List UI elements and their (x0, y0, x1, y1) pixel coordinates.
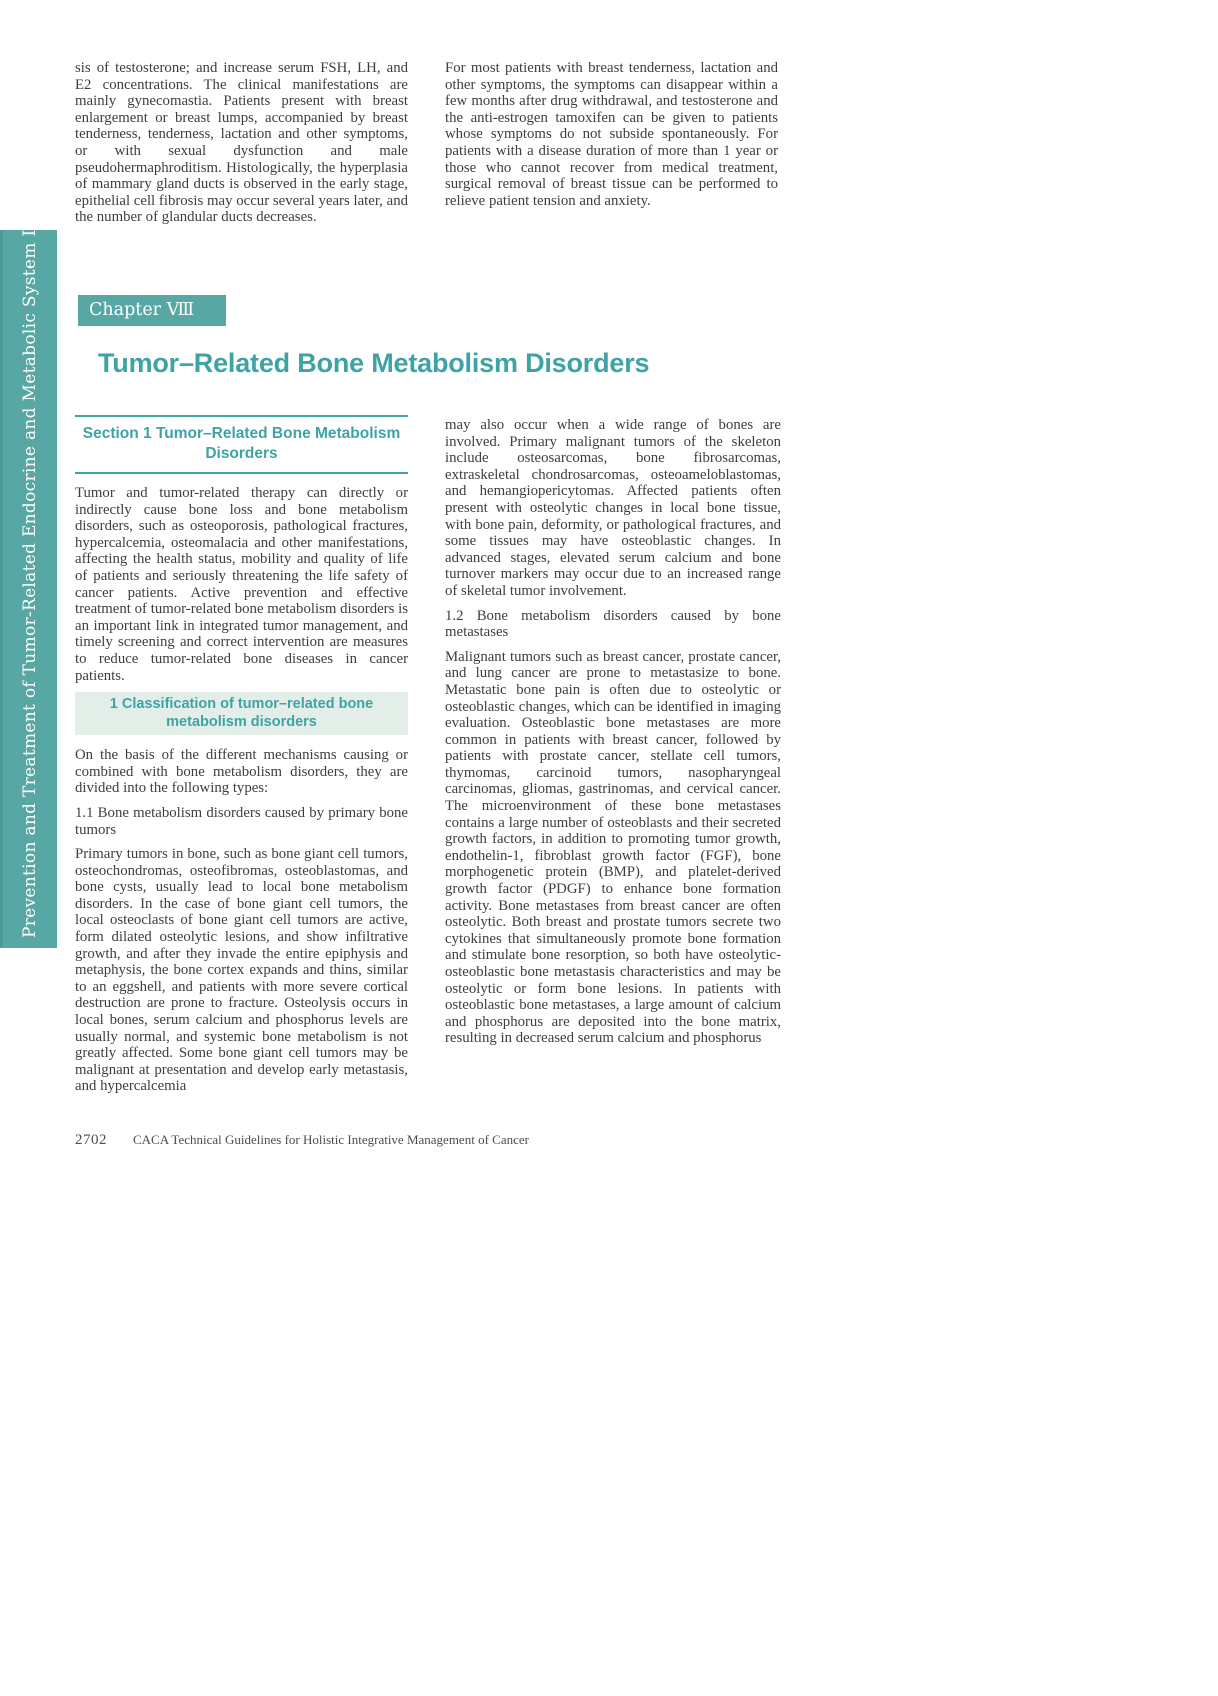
main-right-column (445, 417, 781, 1055)
subsection-1-1-heading: 1.1 Bone metabolism disorders caused by primary bone tumors (75, 804, 408, 838)
classification-heading-box (75, 692, 408, 735)
prelude-left-paragraph: sis of testosterone; and increase serum FSH, LH, and E2 concentrations. The clinical manifestations are mainly gynecomastia. Patients present with breast enlargement or breast lumps, accompanied by breast tenderness, tenderness, lactation and other symptoms, or with sexual dysfunction and male pseudohermaphroditism. Histologically, the hyperplasia of mammary gland ducts is observed in the early stage, epithelial cell fibrosis may occur several years later, and the number of glandular ducts decreases. (75, 60, 408, 226)
prelude-left-column (75, 60, 408, 234)
subsection-1-2-heading: 1.2 Bone metabolism disorders caused by bone metastases (445, 607, 781, 641)
section-heading-block (75, 415, 408, 474)
main-left-column (75, 415, 408, 1103)
subsection-1-2-paragraph: Malignant tumors such as breast cancer, prostate cancer, and lung cancer are prone to metastasize to bone. Metastatic bone pain is often due to osteolytic or osteoblastic changes, which can be identified in imaging evaluation. Osteoblastic bone metastases are more common in patients with breast cancer, followed by patients with prostate cancer, stellate cell tumors, thymomas, carcinoid tumors, nasopharyngeal carcinomas, gliomas, gastrinomas, and cervical cancer. The microenvironment of these bone metastases contains a large number of osteoblasts and their secreted growth factors, in addition to promoting tumor growth, endothelin-1, fibroblast growth factor (FGF), bone morphogenetic protein (BMP), and platelet-derived growth factor (PDGF) to enhance bone formation activity. Bone metastases from breast cancer are often osteolytic. Both breast and prostate tumors secrete two cytokines that simultaneously promote bone formation and stimulate bone resorption, so both have osteolytic-osteoblastic bone metastasis characteristics and may be osteolytic or form bone lesions. In patients with osteoblastic bone metastases, a large amount of calcium and phosphorus are deposited into the bone matrix, resulting in decreased serum calcium and phosphorus (445, 648, 781, 1047)
prelude-right-column (445, 60, 778, 217)
chapter-title: Tumor–Related Bone Metabolism Disorders (98, 348, 650, 378)
prelude-right-paragraph: For most patients with breast tenderness, lactation and other symptoms, the symptoms can disappear within a few months after drug withdrawal, and testosterone and the anti-estrogen tamoxifen can be given to patients whose symptoms do not subside spontaneously. For patients with a disease duration of more than 1 year or those who cannot recover from medical treatment, surgical removal of breast tissue can be performed to relieve patient tension and anxiety. (445, 60, 778, 209)
section-heading: Section 1 Tumor–Related Bone Metabolism Disorders (82, 425, 401, 462)
classification-intro-paragraph: On the basis of the different mechanisms causing or combined with bone metabolism disorders, they are divided into the following types: (75, 747, 408, 797)
spine-vertical-text: Prevention and Treatment of Tumor-Related Endocrine and Metabolic System Damage (20, 163, 40, 938)
chapter-banner: Chapter Ⅷ (78, 295, 226, 326)
footer-page-number: 2702 (75, 1132, 107, 1148)
classification-heading: 1 Classification of tumor–related bone metabolism disorders (109, 696, 374, 731)
page-footer (75, 1131, 529, 1149)
subsection-1-1-paragraph: Primary tumors in bone, such as bone giant cell tumors, osteochondromas, osteofibromas, osteoblastomas, and bone cysts, usually lead to local bone metabolism disorders. In the case of bone giant cell tumors, the local osteoclasts of bone giant cell tumors are active, form dilated osteolytic lesions, and show infiltrative growth, and after they invade the entire epiphysis and metaphysis, the bone cortex expands and thins, similar to an eggshell, and patients with more severe cortical destruction are prone to fracture. Osteolysis occurs in local bones, serum calcium and phosphorus levels are usually normal, and systemic bone metabolism is not greatly affected. Some bone giant cell tumors may be malignant at presentation and develop early metastasis, and hypercalcemia (75, 846, 408, 1095)
spine-bar (0, 163, 57, 948)
section-intro-paragraph: Tumor and tumor-related therapy can directly or indirectly cause bone loss and bone metabolism disorders, such as osteoporosis, pathological fractures, hypercalcemia, osteomalacia and other manifestations, affecting the health status, mobility and quality of life of patients and seriously threatening the life safety of cancer patients. Active prevention and effective treatment of tumor-related bone metabolism disorders is an important link in integrated tumor management, and timely screening and correct intervention are measures to reduce tumor-related bone diseases in cancer patients. (75, 485, 408, 684)
subsection-1-1-paragraph-continuation: may also occur when a wide range of bones are involved. Primary malignant tumors of the skeleton include osteosarcomas, bone fibrosarcomas, extraskeletal chondrosarcomas, osteoameloblastomas, and hemangiopericytomas. Affected patients often present with osteolytic changes in local bone tissue, with bone pain, deformity, or pathological fractures, and some tissues may have osteoblastic changes. In advanced stages, elevated serum calcium and bone turnover markers may occur due to an increased range of skeletal tumor involvement. (445, 417, 781, 599)
footer-text: CACA Technical Guidelines for Holistic Integrative Management of Cancer (133, 1132, 529, 1147)
